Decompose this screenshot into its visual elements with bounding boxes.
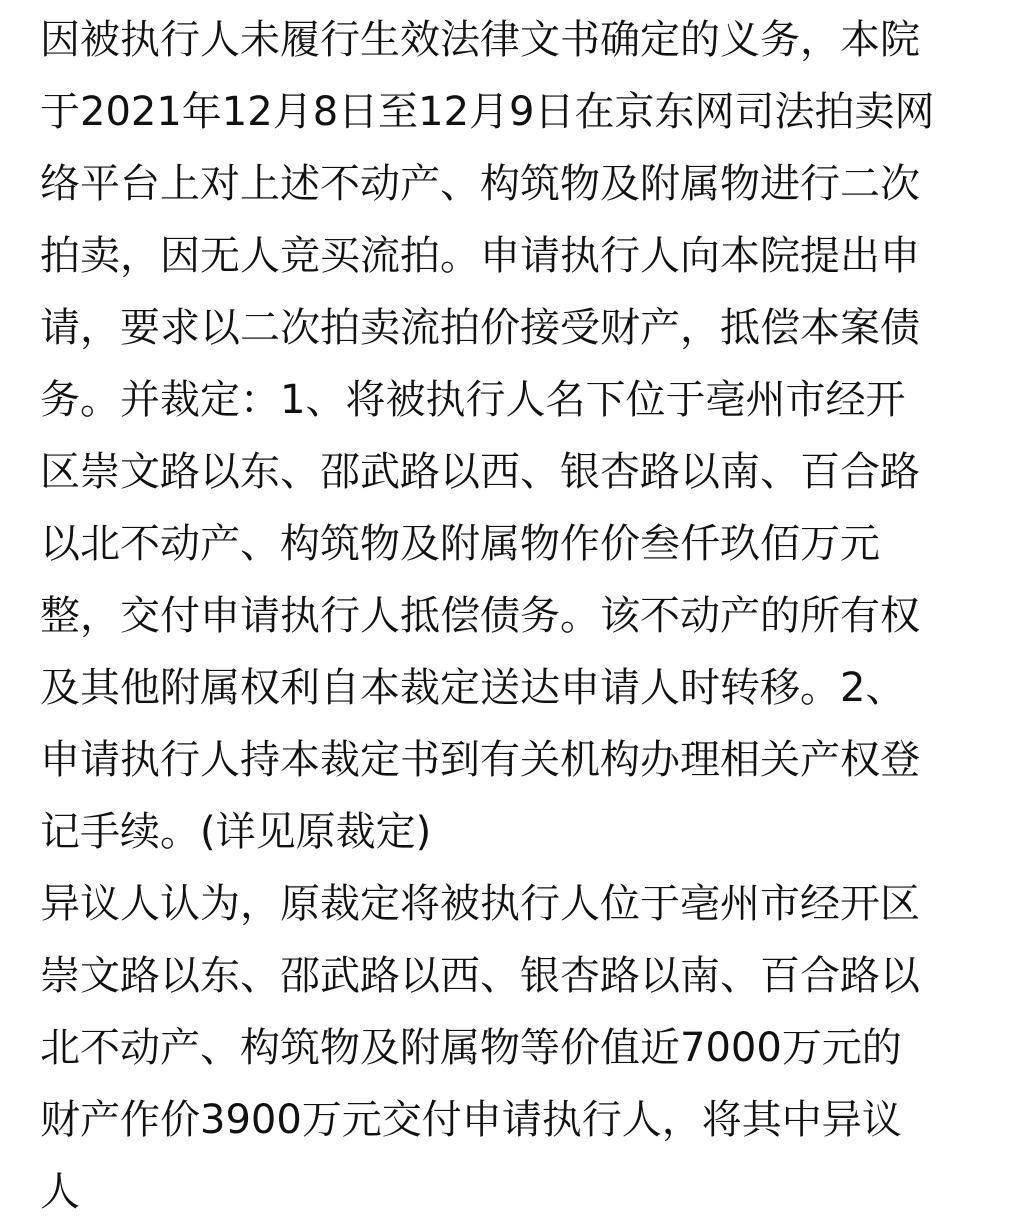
text-line: 络平台上对上述不动产、构筑物及附属物进行二次 [40, 161, 920, 207]
text-line: 人 [40, 1169, 80, 1215]
text-line: 于2021年12月8日至12月9日在京东网司法拍卖网 [40, 89, 935, 135]
text-line: 整，交付申请执行人抵偿债务。该不动产的所有权 [40, 593, 920, 639]
text-line: 请，要求以二次拍卖流拍价接受财产，抵偿本案债 [40, 305, 920, 351]
text-line: 异议人认为，原裁定将被执行人位于亳州市经开区 [40, 881, 920, 927]
text-line: 申请执行人持本裁定书到有关机构办理相关产权登 [40, 737, 920, 783]
text-line: 崇文路以东、邵武路以西、银杏路以南、百合路以 [40, 953, 920, 999]
text-line: 务。并裁定：1、将被执行人名下位于亳州市经开 [40, 377, 906, 423]
text-line: 拍卖，因无人竞买流拍。申请执行人向本院提出申 [40, 233, 920, 279]
text-line: 区崇文路以东、邵武路以西、银杏路以南、百合路 [40, 449, 920, 495]
text-line: 记手续。(详见原裁定) [40, 809, 432, 855]
text-line: 因被执行人未履行生效法律文书确定的义务，本院 [40, 17, 920, 63]
text-line: 财产作价3900万元交付申请执行人，将其中异议 [40, 1097, 902, 1143]
text-line: 及其他附属权利自本裁定送达申请人时转移。2、 [40, 665, 906, 711]
text-line: 北不动产、构筑物及附属物等价值近7000万元的 [40, 1025, 902, 1071]
text-line: 以北不动产、构筑物及附属物作价叁仟玖佰万元 [40, 521, 880, 567]
